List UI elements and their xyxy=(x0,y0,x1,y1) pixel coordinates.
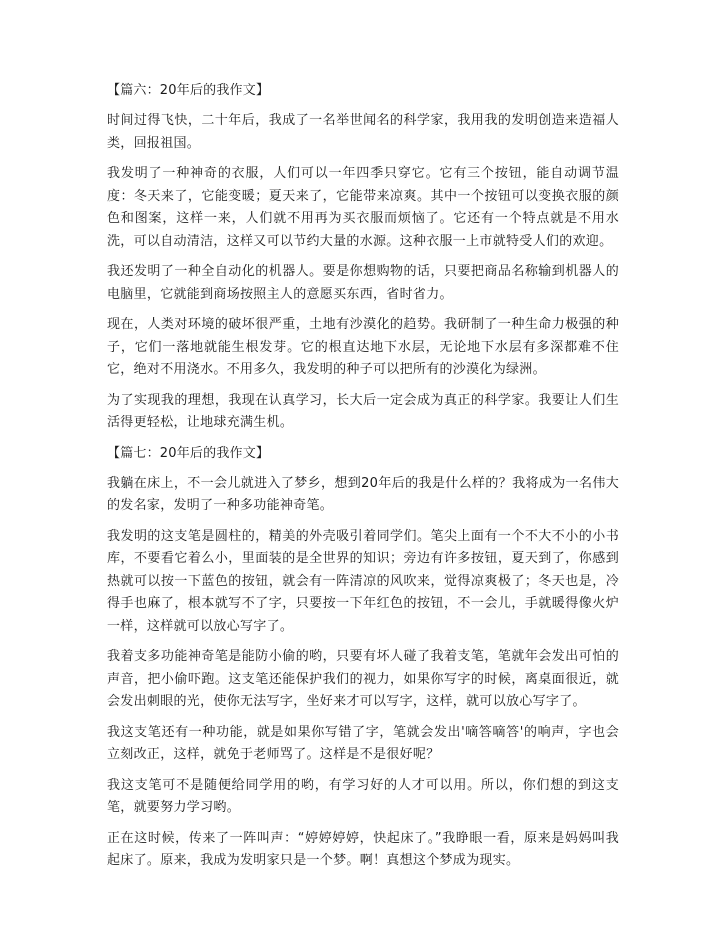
section-heading: 【篇六：20年后的我作文】 xyxy=(107,83,270,98)
paragraph: 我还发明了一种全自动化的机器人。要是你想购物的话，只要把商品名称输到机器人的电脑里，它就能到商场按照主人的意愿买东西，省时省力。 xyxy=(107,264,619,302)
essay-section-7 xyxy=(107,443,619,873)
document-page xyxy=(107,80,619,881)
paragraph: 正在这时候，传来了一阵叫声：“婷婷婷婷，快起床了。”我睁眼一看，原来是妈妈叫我起床了。原来，我成为发明家只是一个梦。啊！真想这个梦成为现实。 xyxy=(107,830,619,868)
paragraph: 为了实现我的理想，我现在认真学习，长大后一定会成为真正的科学家。我要让人们生活得更轻松，让地球充满生机。 xyxy=(107,392,619,430)
paragraph: 我发明了一种神奇的衣服，人们可以一年四季只穿它。它有三个按钮，能自动调节温度：冬天来了，它能变暖；夏天来了，它能带来凉爽。其中一个按钮可以变换衣服的颜色和图案，这样一来，人们就不用再为买衣服而烦恼了。它还有一个特点就是不用水洗，可以自动清洁，这样又可以节约大量的水源。这种衣服一上市就特受人们的欢迎。 xyxy=(107,166,619,249)
paragraph: 我这支笔可不是随便给同学用的哟，有学习好的人才可以用。所以，你们想的到这支笔，就要努力学习哟。 xyxy=(107,777,619,815)
paragraph: 我发明的这支笔是圆柱的，精美的外壳吸引着同学们。笔尖上面有一个不大不小的小书库，不要看它着么小，里面装的是全世界的知识；旁边有许多按钮，夏天到了，你感到热就可以按一下蓝色的按钮，就会有一阵清凉的风吹来，觉得凉爽极了；冬天也是，冷得手也麻了，根本就写不了字，只要按一下年红色的按钮，不一会儿，手就暖得像火炉一样，这样就可以放心写字了。 xyxy=(107,528,619,634)
paragraph: 我着支多功能神奇笔是能防小偷的哟，只要有坏人碰了我着支笔，笔就年会发出可怕的声音，把小偷吓跑。这支笔还能保护我们的视力，如果你写字的时候，离桌面很近，就会发出刺眼的光，使你无法写字，坐好来才可以写字，这样，就可以放心写字了。 xyxy=(107,649,619,709)
essay-section-6 xyxy=(107,80,619,435)
section-heading: 【篇七：20年后的我作文】 xyxy=(107,445,270,461)
paragraph: 我躺在床上，不一会儿就进入了梦乡，想到20年后的我是什么样的？我将成为一名伟大的发名家，发明了一种多功能神奇笔。 xyxy=(107,475,619,513)
paragraph: 现在，人类对环境的破坏很严重，土地有沙漠化的趋势。我研制了一种生命力极强的种子，它们一落地就能生根发芽。它的根直达地下水层，无论地下水层有多深都难不住它，绝对不用浇水。不用多久，我发明的种子可以把所有的沙漠化为绿洲。 xyxy=(107,317,619,377)
paragraph: 我这支笔还有一种功能，就是如果你写错了字，笔就会发出'嘀答嘀答'的响声，字也会立刻改正，这样，就免于老师骂了。这样是不是很好呢？ xyxy=(107,724,619,762)
paragraph: 时间过得飞快，二十年后，我成了一名举世闻名的科学家，我用我的发明创造来造福人类，回报祖国。 xyxy=(107,113,619,151)
